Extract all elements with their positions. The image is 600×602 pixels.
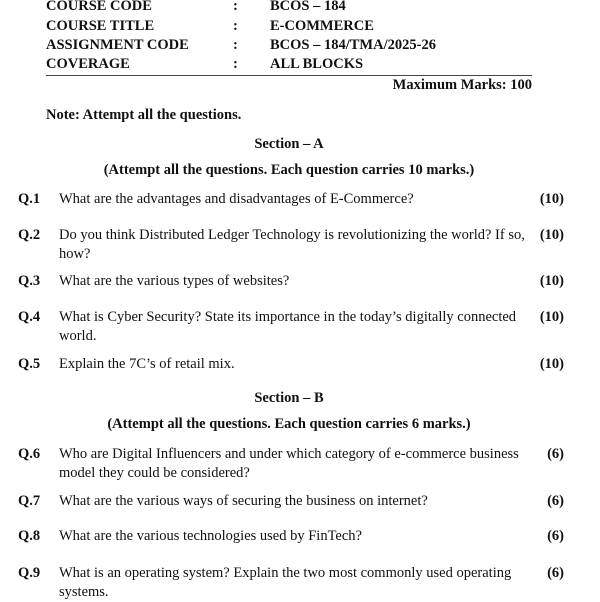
assignment-code-colon: :: [233, 37, 238, 53]
course-title-label: COURSE TITLE: [46, 18, 155, 34]
question-marks: (10): [539, 356, 564, 372]
question-number: Q.3: [18, 273, 41, 289]
question-number: Q.1: [18, 191, 41, 207]
question-number: Q.9: [18, 565, 41, 581]
course-title-value: E-COMMERCE: [270, 18, 374, 34]
course-code-colon: :: [233, 0, 238, 14]
assignment-code-value: BCOS – 184/TMA/2025-26: [270, 37, 436, 53]
section-a-instruction: (Attempt all the questions. Each question carries 10 marks.): [103, 162, 475, 178]
coverage-value: ALL BLOCKS: [270, 56, 364, 72]
question-marks: (10): [539, 191, 564, 207]
section-b-instruction: (Attempt all the questions. Each question carries 6 marks.): [107, 416, 471, 432]
coverage-label: COVERAGE: [46, 56, 130, 72]
question-text: What is Cyber Security? State its importance in the today’s digitally connected world.: [59, 309, 517, 344]
course-code-label: COURSE CODE: [46, 0, 152, 14]
question-number: Q.2: [18, 227, 41, 243]
section-b-title: Section – B: [254, 390, 324, 406]
question-text: What are the various ways of securing the business on internet?: [59, 493, 428, 509]
section-a-title: Section – A: [254, 136, 324, 152]
question-text: What are the various types of websites?: [59, 273, 290, 289]
note: Note: Attempt all the questions.: [46, 107, 242, 123]
question-text: Explain the 7C’s of retail mix.: [59, 356, 235, 372]
question-marks: (6): [547, 565, 564, 581]
question-number: Q.5: [18, 356, 41, 372]
question-number: Q.4: [18, 309, 41, 325]
question-text: What are the various technologies used by FinTech?: [59, 528, 362, 544]
question-number: Q.6: [18, 446, 41, 462]
question-text: Who are Digital Influencers and under which category of e-commerce business model they could be considered?: [59, 446, 519, 481]
question-number: Q.8: [18, 528, 41, 544]
course-code-value: BCOS – 184: [270, 0, 346, 14]
maximum-marks: Maximum Marks: 100: [392, 77, 532, 93]
question-marks: (6): [547, 528, 564, 544]
question-marks: (6): [547, 493, 564, 509]
course-title-colon: :: [233, 18, 238, 34]
question-number: Q.7: [18, 493, 41, 509]
question-marks: (10): [539, 273, 564, 289]
question-marks: (6): [547, 446, 564, 462]
header-divider: [46, 75, 532, 76]
question-marks: (10): [539, 309, 564, 325]
assignment-code-label: ASSIGNMENT CODE: [46, 37, 189, 53]
coverage-colon: :: [233, 56, 238, 72]
question-text: What is an operating system? Explain the two most commonly used operating systems.: [59, 565, 512, 600]
question-marks: (10): [539, 227, 564, 243]
question-text: Do you think Distributed Ledger Technology is revolutionizing the world? If so, how?: [59, 227, 525, 262]
question-text: What are the advantages and disadvantages of E-Commerce?: [59, 191, 414, 207]
